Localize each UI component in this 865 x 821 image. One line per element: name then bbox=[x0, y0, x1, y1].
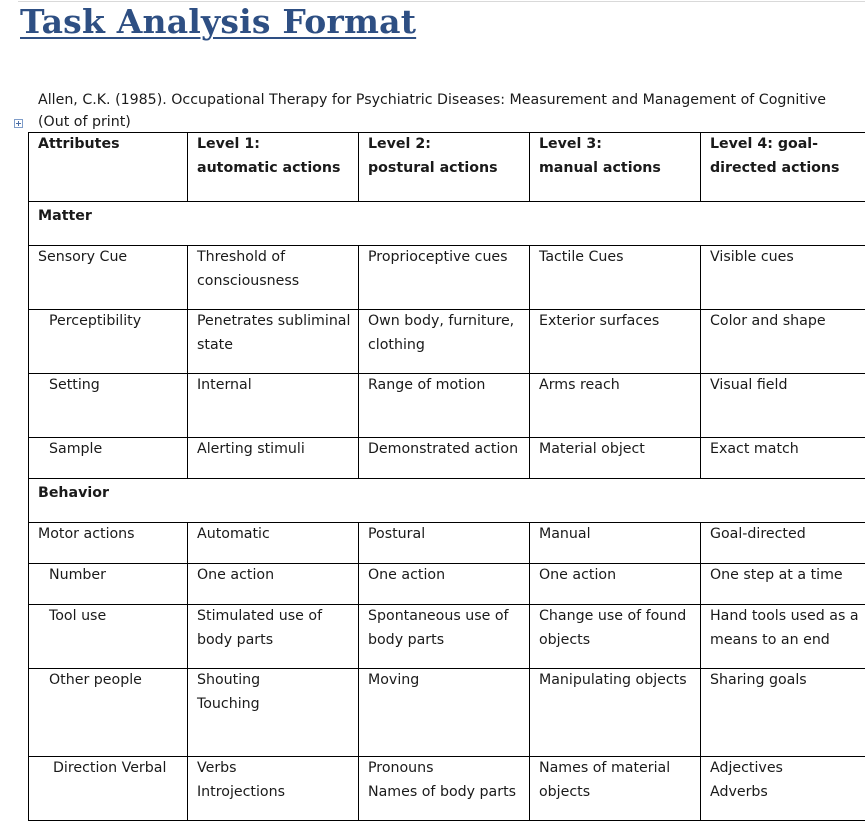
section-label: Matter bbox=[29, 202, 865, 246]
table-row bbox=[29, 564, 865, 605]
level-4-cell: Sharing goals bbox=[701, 669, 865, 757]
attribute-cell: Direction Verbal bbox=[29, 757, 188, 821]
level-4-cell: Goal-directed bbox=[701, 523, 865, 564]
level-1-cell: Internal bbox=[188, 374, 359, 438]
level-2-cell: Postural bbox=[359, 523, 530, 564]
table-row bbox=[29, 523, 865, 564]
attribute-cell: Number bbox=[29, 564, 188, 605]
header-level-4: Level 4: goal- directed actions bbox=[701, 133, 865, 202]
attribute-cell: Other people bbox=[29, 669, 188, 757]
attribute-cell: Motor actions bbox=[29, 523, 188, 564]
table-move-handle-icon[interactable] bbox=[14, 119, 23, 128]
level-4-cell: Visual field bbox=[701, 374, 865, 438]
section-label: Behavior bbox=[29, 479, 865, 523]
level-1-cell: Shouting Touching bbox=[188, 669, 359, 757]
level-4-cell: Hand tools used as a means to an end bbox=[701, 605, 865, 669]
attribute-cell: Setting bbox=[29, 374, 188, 438]
table-row bbox=[29, 757, 865, 821]
section-row-behavior bbox=[29, 479, 865, 523]
task-analysis-table bbox=[28, 132, 865, 821]
level-1-cell: Alerting stimuli bbox=[188, 438, 359, 479]
level-3-cell: Names of material objects bbox=[530, 757, 701, 821]
level-2-cell: Demonstrated action bbox=[359, 438, 530, 479]
level-3-cell: Change use of found objects bbox=[530, 605, 701, 669]
level-3-cell: Manipulating objects bbox=[530, 669, 701, 757]
level-4-cell: One step at a time bbox=[701, 564, 865, 605]
level-4-cell: Visible cues bbox=[701, 246, 865, 310]
level-3-cell: Exterior surfaces bbox=[530, 310, 701, 374]
table-row bbox=[29, 605, 865, 669]
section-row-matter bbox=[29, 202, 865, 246]
table-row bbox=[29, 246, 865, 310]
level-1-cell: Stimulated use of body parts bbox=[188, 605, 359, 669]
level-3-cell: Tactile Cues bbox=[530, 246, 701, 310]
level-1-cell: One action bbox=[188, 564, 359, 605]
level-2-cell: One action bbox=[359, 564, 530, 605]
level-2-cell: Spontaneous use of body parts bbox=[359, 605, 530, 669]
level-2-cell: Pronouns Names of body parts bbox=[359, 757, 530, 821]
citation bbox=[38, 89, 826, 133]
level-2-cell: Moving bbox=[359, 669, 530, 757]
level-1-cell: Automatic bbox=[188, 523, 359, 564]
page-title: Task Analysis Format bbox=[20, 2, 416, 41]
header-attributes: Attributes bbox=[29, 133, 188, 202]
level-3-cell: Arms reach bbox=[530, 374, 701, 438]
level-1-cell: Verbs Introjections bbox=[188, 757, 359, 821]
header-level-1: Level 1: automatic actions bbox=[188, 133, 359, 202]
level-2-cell: Own body, furniture, clothing bbox=[359, 310, 530, 374]
level-4-cell: Adjectives Adverbs bbox=[701, 757, 865, 821]
header-level-2: Level 2: postural actions bbox=[359, 133, 530, 202]
header-level-3: Level 3: manual actions bbox=[530, 133, 701, 202]
table-row bbox=[29, 438, 865, 479]
attribute-cell: Sensory Cue bbox=[29, 246, 188, 310]
level-4-cell: Exact match bbox=[701, 438, 865, 479]
attribute-cell: Tool use bbox=[29, 605, 188, 669]
level-2-cell: Proprioceptive cues bbox=[359, 246, 530, 310]
citation-line-1: Allen, C.K. (1985). Occupational Therapy for Psychiatric Diseases: Measurement and Management of Cognitive bbox=[38, 92, 826, 108]
level-3-cell: One action bbox=[530, 564, 701, 605]
level-3-cell: Manual bbox=[530, 523, 701, 564]
table-row bbox=[29, 669, 865, 757]
level-3-cell: Material object bbox=[530, 438, 701, 479]
table-row bbox=[29, 310, 865, 374]
table-row bbox=[29, 374, 865, 438]
header-row bbox=[29, 133, 865, 202]
level-1-cell: Penetrates subliminal state bbox=[188, 310, 359, 374]
level-1-cell: Threshold of consciousness bbox=[188, 246, 359, 310]
attribute-cell: Sample bbox=[29, 438, 188, 479]
level-2-cell: Range of motion bbox=[359, 374, 530, 438]
citation-line-2: (Out of print) bbox=[38, 111, 826, 133]
attribute-cell: Perceptibility bbox=[29, 310, 188, 374]
level-4-cell: Color and shape bbox=[701, 310, 865, 374]
